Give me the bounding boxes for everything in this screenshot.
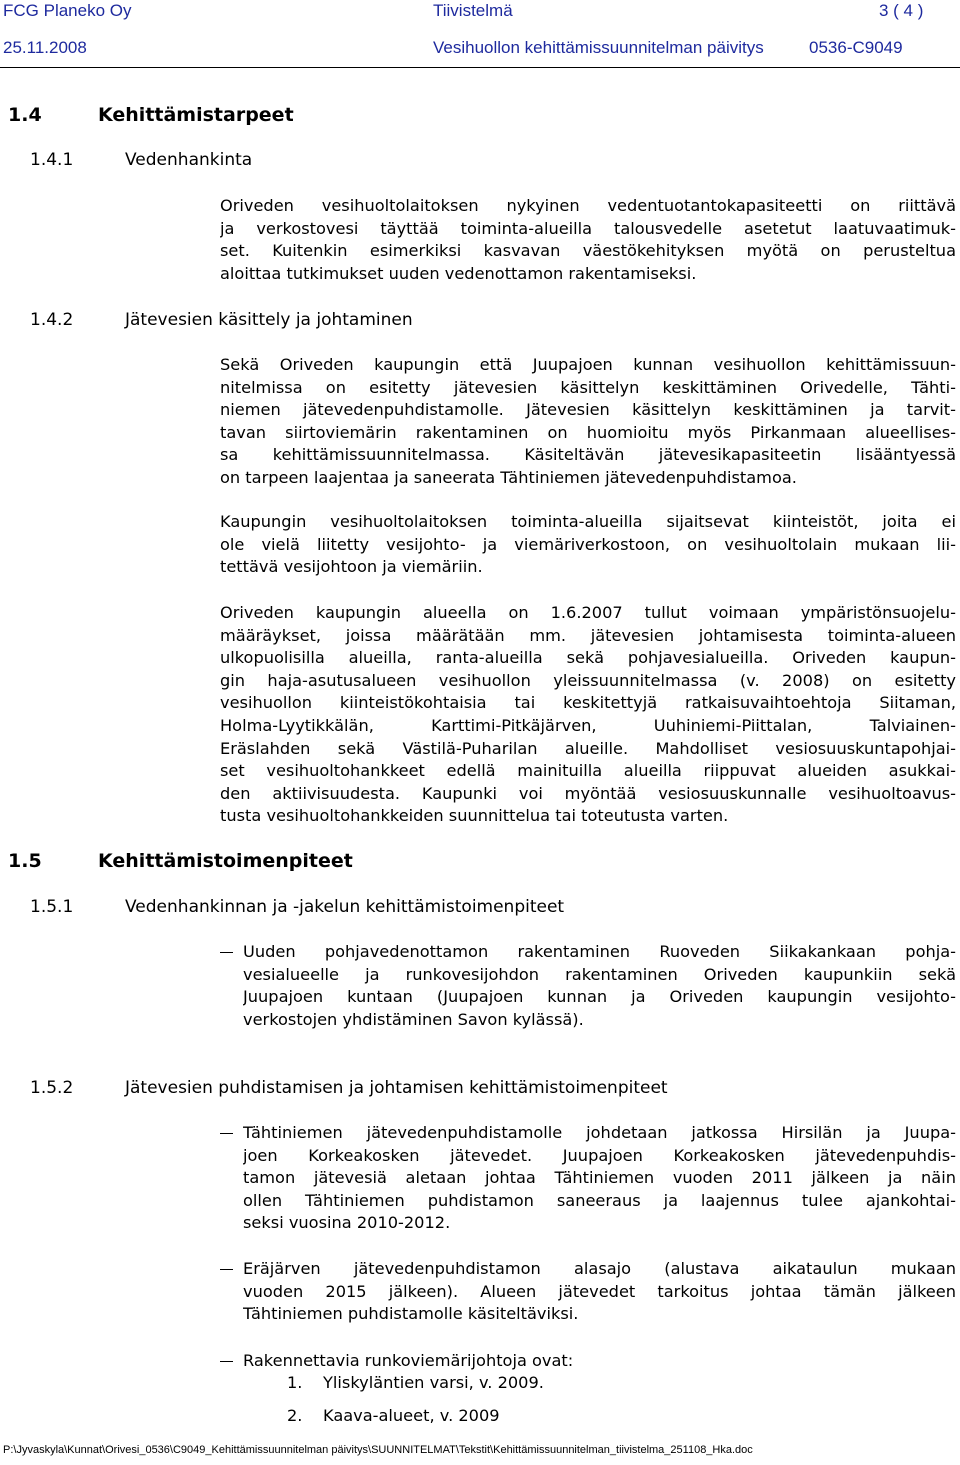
text-line: niemen jätevedenpuhdistamolle. Jätevesien käsittelyn keskittäminen ja tarvit- (220, 400, 956, 420)
dash-bullet-icon (220, 1361, 233, 1362)
header-divider (0, 67, 960, 68)
text-line: Holma-Lyytikkälän, Karttimi-Pitkäjärven, Uuhiniemi-Piittalan, Talviainen- (220, 715, 956, 735)
text-line: vesihuollon kiinteistökohtaisia tai keskitettyjä ratkaisuvaihtoehtoja Siitaman, (220, 693, 956, 713)
heading-number: 1.4.2 (30, 310, 74, 330)
bullet-item-pohjavedenottamo (220, 941, 956, 1033)
heading-number: 1.5 (8, 850, 42, 872)
text-line: nitelmissa on esitetty jätevesien käsittelyn keskittäminen Orivedelle, Tähti- (220, 377, 956, 397)
text-line: joen Korkeakosken jätevedet. Juupajoen Korkeakosken jätevedenpuhdis- (243, 1145, 956, 1165)
item-number: 1. (287, 1373, 303, 1392)
text-line: Eräslahden sekä Västilä-Puharilan alueille. Mahdolliset vesiosuuskuntapohjai- (220, 738, 956, 758)
text-line: tavan siirtoviemärin rakentaminen on huomioitu myös Pirkanmaan alueellises- (220, 422, 956, 442)
text-line: ollen Tähtiniemen puhdistamon saneeraus ja laajennus tulee ajankohtai- (243, 1190, 956, 1210)
text-line: Oriveden kaupungin alueella on 1.6.2007 tullut voimaan ympäristönsuojelu- (220, 603, 956, 622)
paragraph-jatevesi-3 (220, 602, 956, 828)
heading-title: Kehittämistarpeet (98, 104, 294, 126)
heading-1-5 (0, 850, 400, 874)
item-text: Kaava-alueet, v. 2009 (323, 1406, 500, 1425)
heading-title: Jätevesien puhdistamisen ja johtamisen kehittämistoimenpiteet (125, 1078, 668, 1098)
text-line: ja verkostovesi täyttää toiminta-alueilla talousvedelle asetetut laatuvaatimuk- (220, 218, 956, 238)
text-line: Kaupungin vesihuoltolaitoksen toiminta-alueilla sijaitsevat kiinteistöt, joita ei (220, 512, 956, 531)
header-doc-type: Tiivistelmä (433, 1, 513, 20)
text-line: tamon jätevesiä aletaan johtaa Tähtiniemen vuoden 2011 jälkeen ja näin (243, 1168, 956, 1188)
text-line: on tarpeen laajentaa ja saneerata Tähtiniemen jätevedenpuhdistamoa. (220, 467, 797, 487)
paragraph-vedenhankinta (220, 195, 956, 285)
bullet-item-erajarvi (220, 1258, 956, 1328)
bullet-item-tahtiniemi (220, 1122, 956, 1237)
text-line: Tähtiniemen jätevedenpuhdistamolle johdetaan jatkossa Hirsilän ja Juupa- (243, 1123, 956, 1142)
bullet-text (243, 1258, 956, 1326)
text-line: Eräjärven jätevedenpuhdistamon alasajo (alustava aikataulun mukaan (243, 1259, 956, 1278)
heading-title: Vedenhankinnan ja -jakelun kehittämistoimenpiteet (125, 897, 565, 917)
header-page-number: 3 ( 4 ) (879, 1, 924, 20)
numbered-item-2 (287, 1406, 687, 1428)
text-line: vesialueelle ja runkovesijohdon rakentaminen Oriveden kaupunkiin sekä (243, 964, 956, 984)
bullet-text (243, 1350, 956, 1373)
text-line: set vesihuoltohankkeet edellä mainituilla alueilla riippuvat alueiden asukkai- (220, 761, 956, 781)
dash-bullet-icon (220, 1133, 233, 1134)
text-line: gin haja-asutusalueen vesihuollon yleissuunnitelmassa (v. 2008) on esitetty (220, 670, 956, 690)
text-line: tusta vesihuoltohankkeiden suunnittelua tai toteutusta varten. (220, 806, 729, 826)
bullet-text (243, 1122, 956, 1235)
heading-title: Kehittämistoimenpiteet (98, 850, 353, 872)
text-line: vuoden 2015 jälkeen). Alueen jätevedet tarkoitus johtaa tämän jälkeen (243, 1281, 956, 1301)
header-code: 0536-C9049 (809, 38, 903, 57)
heading-title: Vedenhankinta (125, 150, 253, 170)
text-line: verkostojen yhdistäminen Savon kylässä). (243, 1009, 584, 1029)
dash-bullet-icon (220, 1269, 233, 1270)
footer-file-path: P:\Jyvaskyla\Kunnat\Orivesi_0536\C9049_Kehittämissuunnitelman päivitys\SUUNNITELMAT\Tekstit\Kehittämissuunnitelman_tiivistelma_251108_Hka.doc (3, 1444, 753, 1456)
header-row-1 (3, 0, 957, 22)
text-line: Rakennettavia runkoviemärijohtoja ovat: (243, 1351, 574, 1370)
bullet-text (243, 941, 956, 1031)
heading-1-5-1 (0, 897, 700, 919)
heading-number: 1.4 (8, 104, 42, 126)
text-line: tettävä vesijohtoon ja viemäriin. (220, 557, 483, 577)
heading-1-4 (0, 104, 400, 128)
text-line: Uuden pohjavedenottamon rakentaminen Ruoveden Siikakankaan pohja- (243, 942, 956, 961)
heading-1-4-1 (0, 150, 400, 172)
header-subject: Vesihuollon kehittämissuunnitelman päivitys (433, 38, 764, 57)
text-line: seksi vuosina 2010-2012. (243, 1213, 451, 1233)
text-line: set. Kuitenkin esimerkiksi kasvavan väestökehityksen myötä on perusteltua (220, 241, 956, 261)
text-line: aloittaa tutkimukset uuden vedenottamon rakentamiseksi. (220, 263, 697, 283)
header-row-2 (3, 37, 957, 59)
paragraph-jatevesi-2 (220, 511, 956, 579)
item-text: Yliskyläntien varsi, v. 2009. (323, 1373, 544, 1392)
numbered-item-1 (287, 1373, 687, 1395)
text-line: ole vielä liitetty vesijohto- ja viemäriverkostoon, on vesihuoltolain mukaan lii- (220, 534, 956, 554)
item-number: 2. (287, 1406, 303, 1425)
text-line: Oriveden vesihuoltolaitoksen nykyinen vedentuotantokapasiteetti on riittävä (220, 196, 956, 215)
heading-title: Jätevesien käsittely ja johtaminen (125, 310, 413, 330)
text-line: den aktiivisuudesta. Kaupunki voi myöntää vesiosuuskunnalle vesihuoltoavus- (220, 783, 956, 803)
header-date: 25.11.2008 (3, 38, 87, 57)
heading-number: 1.5.2 (30, 1078, 74, 1098)
text-line: määräykset, joissa määrätään mm. jätevesien johtamisesta toiminta-alueen (220, 625, 956, 645)
paragraph-jatevesi-1 (220, 354, 956, 490)
text-line: sa kehittämissuunnitelmassa. Käsiteltävän jätevesikapasiteetin lisääntyessä (220, 445, 956, 465)
heading-number: 1.4.1 (30, 150, 74, 170)
text-line: Sekä Oriveden kaupungin että Juupajoen kunnan vesihuollon kehittämissuun- (220, 355, 956, 374)
heading-number: 1.5.1 (30, 897, 74, 917)
text-line: Tähtiniemen puhdistamolle käsiteltäviksi. (243, 1304, 579, 1324)
heading-1-4-2 (0, 310, 500, 332)
bullet-item-runkoviemarit (220, 1350, 956, 1374)
text-line: Juupajoen kuntaan (Juupajoen kunnan ja Oriveden kaupungin vesijohto- (243, 987, 956, 1007)
heading-1-5-2 (0, 1078, 800, 1100)
header-company: FCG Planeko Oy (3, 1, 132, 20)
dash-bullet-icon (220, 952, 233, 953)
text-line: ulkopuolisilla alueilla, ranta-alueilla sekä pohjavesialueilla. Oriveden kaupun- (220, 648, 956, 668)
